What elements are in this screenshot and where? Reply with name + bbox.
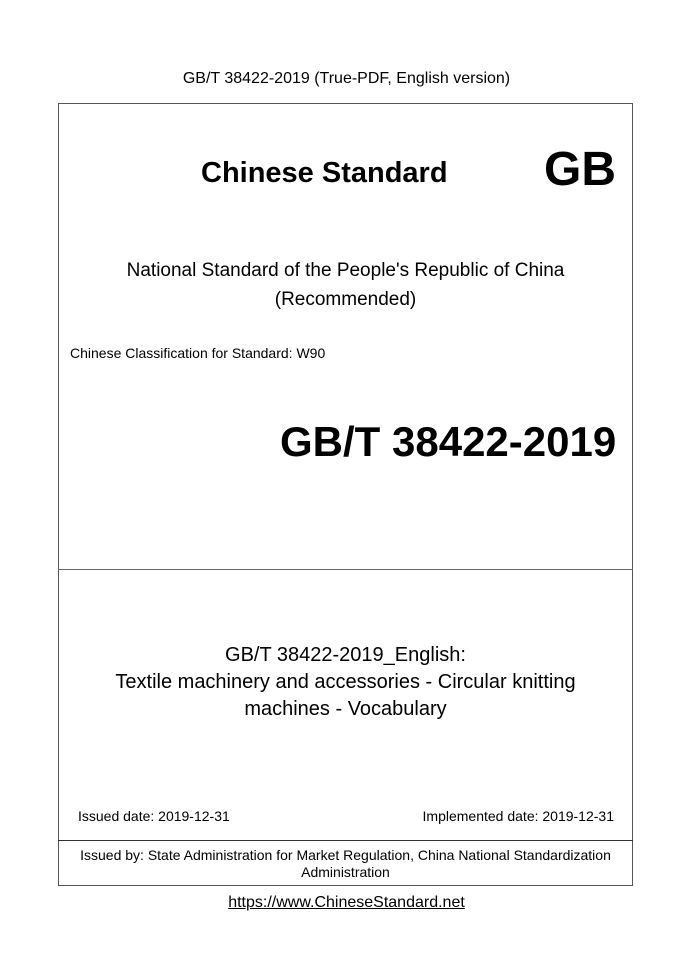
english-title xyxy=(58,642,633,723)
national-standard-heading xyxy=(58,256,633,314)
issued-by-line-1: Issued by: State Administration for Market Regulation, China National Standardization xyxy=(80,847,611,863)
english-title-line-1: GB/T 38422-2019_English: xyxy=(225,644,466,666)
issued-by-line-2: Administration xyxy=(301,864,390,880)
national-line-2: (Recommended) xyxy=(274,289,417,310)
section-divider xyxy=(58,569,633,570)
issued-date: Issued date: 2019-12-31 xyxy=(78,808,230,824)
gb-badge: GB xyxy=(544,143,616,196)
english-title-line-3: machines - Vocabulary xyxy=(244,698,447,720)
document-header: GB/T 38422-2019 (True-PDF, English version) xyxy=(182,70,511,87)
standard-code: GB/T 38422-2019 xyxy=(280,418,617,465)
website-link[interactable]: https://www.ChineseStandard.net xyxy=(228,894,465,911)
national-line-1: National Standard of the People's Republic of China xyxy=(126,260,565,281)
english-title-line-2: Textile machinery and accessories - Circular knitting xyxy=(115,671,576,693)
implemented-date: Implemented date: 2019-12-31 xyxy=(422,808,614,824)
classification: Chinese Classification for Standard: W90 xyxy=(70,345,326,361)
standard-title: Chinese Standard xyxy=(201,157,448,189)
cover-frame xyxy=(58,103,633,886)
footer-link-row xyxy=(0,894,693,912)
issued-by-box xyxy=(58,840,633,886)
